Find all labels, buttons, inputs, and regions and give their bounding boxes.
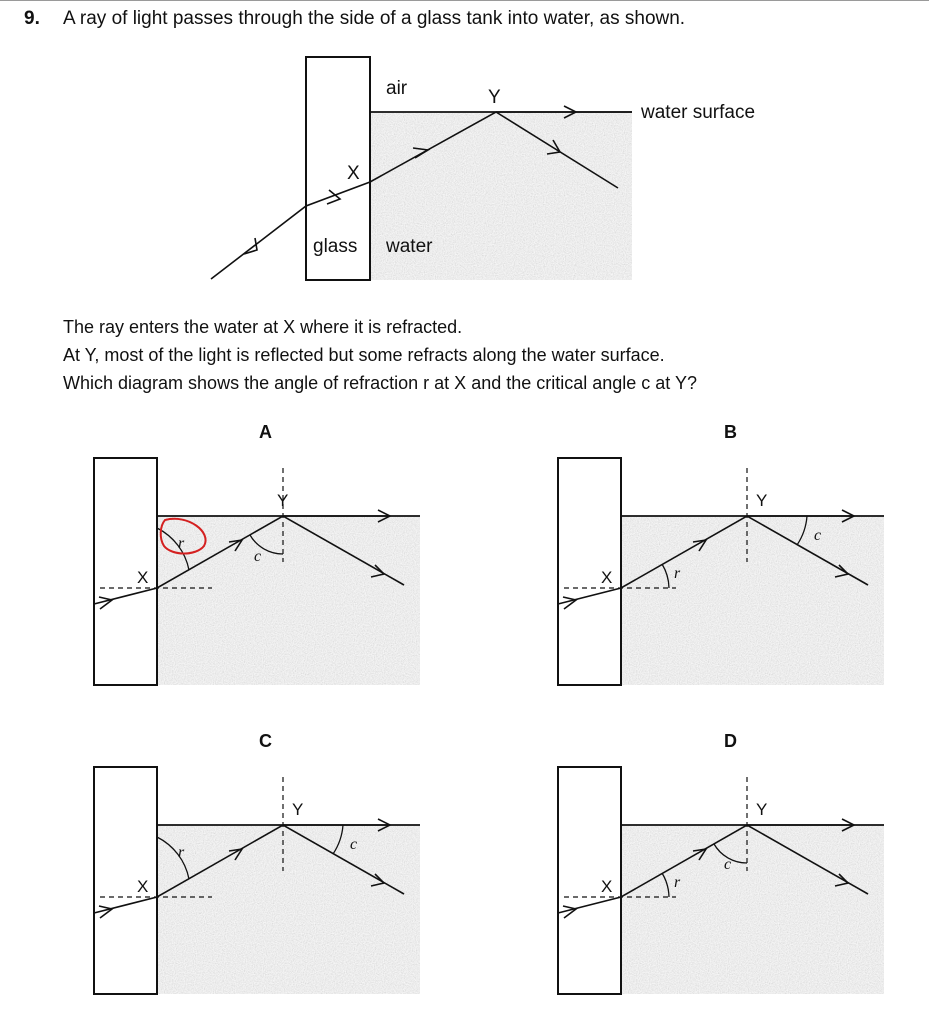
label-r: r	[674, 874, 681, 891]
label-c: c	[350, 836, 358, 853]
label-c: c	[724, 856, 732, 873]
label-y: Y	[756, 800, 768, 819]
main-diagram	[211, 57, 755, 280]
label-water-surface: water surface	[641, 102, 756, 123]
water-region	[621, 825, 884, 994]
label-y: Y	[488, 87, 501, 108]
option-label-c[interactable]: C	[259, 731, 272, 751]
label-x: X	[601, 877, 613, 896]
label-x: X	[601, 568, 613, 587]
label-x: X	[137, 877, 149, 896]
body-line-3: Which diagram shows the angle of refraction r at X and the critical angle c at Y?	[63, 373, 697, 393]
question-number: 9.	[24, 8, 40, 29]
question-stem: A ray of light passes through the side of a glass tank into water, as shown.	[63, 8, 686, 29]
label-x: X	[347, 163, 360, 184]
body-line-2: At Y, most of the light is reflected but some refracts along the water surface.	[63, 345, 665, 365]
label-y: Y	[292, 800, 304, 819]
label-glass: glass	[313, 236, 358, 257]
option-label-b[interactable]: B	[724, 422, 737, 442]
label-c: c	[814, 527, 822, 544]
option-c-diagram[interactable]	[94, 767, 420, 994]
label-y: Y	[277, 491, 289, 510]
label-r: r	[178, 844, 185, 861]
option-label-d[interactable]: D	[724, 731, 737, 751]
label-water: water	[386, 236, 433, 257]
label-r: r	[674, 565, 681, 582]
label-r: r	[178, 535, 185, 552]
label-air: air	[386, 78, 408, 99]
option-label-a[interactable]: A	[259, 422, 272, 442]
option-a-diagram[interactable]	[94, 458, 420, 685]
label-x: X	[137, 568, 149, 587]
water-region	[157, 825, 420, 994]
label-y: Y	[756, 491, 768, 510]
option-d-diagram[interactable]	[558, 767, 884, 994]
label-c: c	[254, 548, 262, 565]
water-region	[157, 516, 420, 685]
option-b-diagram[interactable]	[558, 458, 884, 685]
water-region	[621, 516, 884, 685]
body-line-1: The ray enters the water at X where it is refracted.	[63, 317, 463, 337]
